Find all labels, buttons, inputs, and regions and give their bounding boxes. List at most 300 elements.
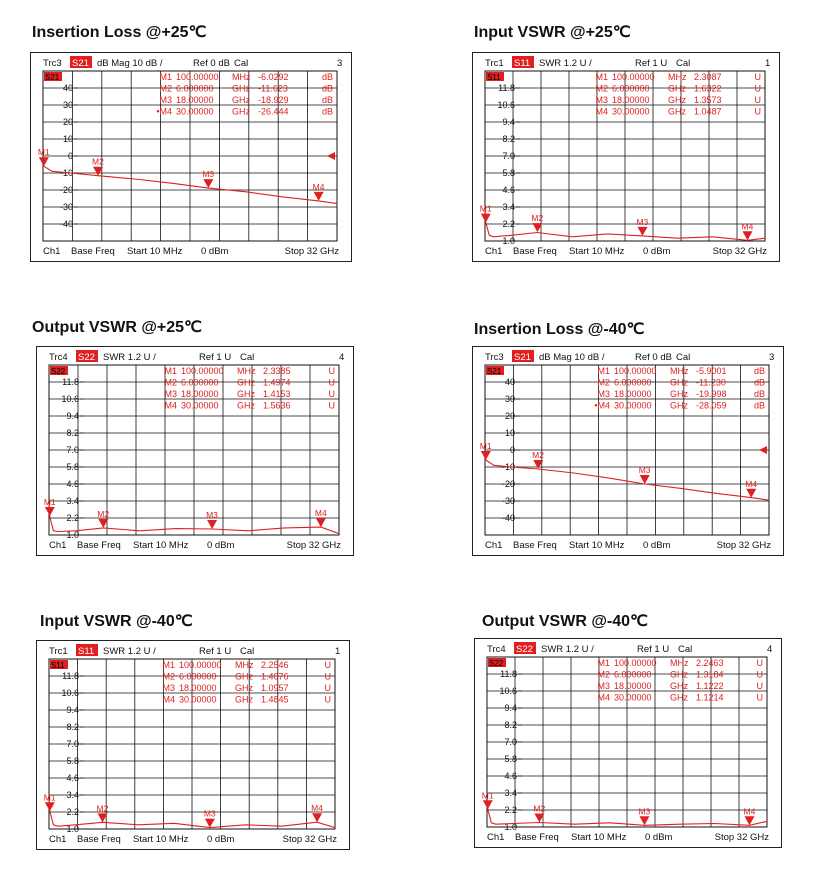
- y-tick-label: 4.6: [504, 771, 517, 781]
- footer-start: Start 10 MHz: [133, 834, 189, 845]
- marker-readout-value: 1.4153: [263, 389, 291, 399]
- cal-label: Cal: [676, 58, 691, 69]
- y-tick-label: 7.0: [66, 739, 79, 749]
- marker-readout-unit: GHz: [668, 95, 686, 105]
- footer-stop: Stop 32 GHz: [712, 246, 767, 257]
- marker-readout-vunit: U: [754, 83, 761, 94]
- marker-readout-freq: 18.00000: [181, 389, 219, 399]
- marker-readout-value: 2.3385: [263, 366, 291, 376]
- y-tick-label: 9.4: [66, 411, 79, 421]
- marker-readout-unit: GHz: [668, 83, 686, 94]
- marker-label: M4: [745, 478, 758, 489]
- marker-label: M1: [37, 147, 50, 158]
- reference-level-arrow: [327, 152, 335, 160]
- marker-readout-unit: GHz: [670, 669, 688, 680]
- marker-readout-vunit: dB: [321, 83, 333, 94]
- cal-label: Cal: [678, 644, 693, 655]
- y-tick-label: 10.6: [499, 686, 517, 696]
- footer-start: Start 10 MHz: [127, 246, 183, 257]
- marker-readout-vunit: U: [324, 694, 331, 705]
- trace-label: Trc4: [49, 352, 68, 363]
- marker-readout-freq: 30.00000: [612, 106, 650, 117]
- marker-readout-freq: 18.00000: [179, 683, 217, 693]
- y-tick-label: 4.6: [502, 185, 515, 195]
- marker-readout-vunit: U: [324, 660, 331, 670]
- marker-readout-id: M1: [597, 366, 610, 376]
- marker-readout-freq: 18.00000: [612, 95, 650, 105]
- footer-base-freq: Base Freq: [71, 246, 115, 257]
- y-tick-label: 9.4: [504, 703, 517, 713]
- y-tick-label: 10: [62, 134, 73, 144]
- format-label: SWR 1.2 U /: [541, 644, 594, 655]
- footer-base-freq: Base Freq: [77, 834, 121, 845]
- marker-label: M3: [203, 808, 216, 819]
- y-tick-label: 2.2: [66, 513, 79, 523]
- chart-svg: [37, 641, 349, 849]
- marker-triangle: [39, 157, 49, 166]
- y-tick-label: 0: [509, 445, 515, 455]
- marker-readout-vunit: dB: [753, 366, 765, 376]
- y-tick-label: 11.8: [62, 377, 79, 387]
- y-tick-label: 3.4: [502, 202, 515, 212]
- marker-readout-freq: 18.00000: [176, 95, 214, 105]
- y-tick-label: 8.2: [66, 722, 79, 732]
- marker-readout-id: M2: [597, 377, 610, 388]
- chart-svg: [473, 53, 779, 261]
- marker-label: M4: [314, 508, 327, 519]
- panel-title: Output VSWR @-40℃: [482, 613, 649, 630]
- marker-readout-id: •M4: [594, 400, 610, 411]
- marker-readout-freq: 100.00000: [614, 366, 657, 376]
- panel-title: Insertion Loss @+25℃: [32, 24, 207, 41]
- format-label: SWR 1.2 U /: [103, 352, 156, 363]
- param-label: S21: [72, 58, 89, 69]
- marker-label: M2: [532, 450, 544, 461]
- chart-svg: [31, 53, 351, 261]
- footer-base-freq: Base Freq: [513, 246, 557, 257]
- marker-triangle: [483, 800, 493, 809]
- ref-label: Ref 1 U: [199, 646, 232, 657]
- marker-triangle: [481, 214, 491, 223]
- y-tick-label: -30: [501, 496, 515, 506]
- y-tick-label: 1.0: [66, 530, 79, 540]
- footer-channel: Ch1: [487, 832, 505, 843]
- trace-label: Trc1: [49, 646, 68, 657]
- y-tick-label: 30: [62, 100, 73, 110]
- footer-start: Start 10 MHz: [569, 540, 625, 551]
- marker-readout-value: 2.3087: [694, 72, 722, 82]
- y-tick-label: 10.6: [61, 394, 79, 404]
- marker-readout-freq: 30.00000: [176, 106, 214, 117]
- cal-label: Cal: [234, 58, 249, 69]
- panel-title: Insertion Loss @-40℃: [474, 321, 645, 338]
- y-tick-label: 10.6: [497, 100, 515, 110]
- marker-readout-value: 1.3184: [696, 669, 724, 680]
- footer-power: 0 dBm: [207, 834, 235, 845]
- marker-label: M2: [97, 508, 110, 519]
- cal-label: Cal: [240, 646, 255, 657]
- marker-readout-value: -5.9001: [696, 366, 727, 376]
- marker-readout-freq: 100.00000: [176, 72, 219, 82]
- marker-readout-value: 1.4974: [263, 377, 291, 388]
- footer-channel: Ch1: [49, 540, 67, 551]
- marker-label: M3: [638, 806, 651, 817]
- y-tick-label: 9.4: [66, 705, 79, 715]
- marker-readout-freq: 6.000000: [179, 671, 217, 682]
- y-tick-label: 11.8: [62, 671, 79, 681]
- marker-readout-unit: GHz: [670, 389, 688, 399]
- marker-readout-vunit: U: [756, 692, 763, 703]
- footer-start: Start 10 MHz: [569, 246, 625, 257]
- chart-frame: [30, 52, 352, 262]
- marker-readout-vunit: U: [754, 106, 761, 117]
- marker-readout-unit: MHz: [670, 366, 689, 376]
- marker-readout-freq: 30.00000: [179, 694, 217, 705]
- y-tick-label: 40: [504, 377, 515, 387]
- y-tick-label: 2.2: [502, 219, 515, 229]
- marker-readout-freq: 6.000000: [614, 377, 652, 388]
- y-tick-label: 5.8: [504, 754, 517, 764]
- marker-readout-value: 1.1214: [696, 692, 724, 703]
- marker-readout-vunit: dB: [753, 400, 765, 411]
- panel-title: Output VSWR @+25℃: [32, 319, 203, 336]
- marker-readout-vunit: U: [328, 366, 335, 376]
- ref-label: Ref 1 U: [635, 58, 668, 69]
- chart-svg: [473, 347, 783, 555]
- marker-triangle: [742, 231, 752, 240]
- marker-readout-unit: GHz: [232, 83, 250, 94]
- marker-label: M2: [96, 803, 109, 814]
- marker-readout-value: -18.929: [258, 95, 289, 105]
- footer-power: 0 dBm: [643, 246, 671, 257]
- marker-label: M1: [479, 441, 492, 452]
- marker-readout-id: M1: [162, 660, 175, 670]
- marker-readout-vunit: U: [328, 389, 335, 399]
- y-tick-label: 7.0: [504, 737, 517, 747]
- chart-frame: [36, 640, 350, 850]
- param-label: S11: [78, 646, 95, 657]
- y-tick-label: 1.0: [66, 824, 79, 834]
- y-tick-label: 9.4: [502, 117, 515, 127]
- trace-corner-label: S21: [45, 73, 60, 82]
- marker-readout-freq: 100.00000: [179, 660, 222, 670]
- reference-level-arrow: [759, 446, 767, 454]
- marker-readout-vunit: U: [756, 681, 763, 691]
- y-tick-label: 4.6: [66, 773, 79, 783]
- marker-triangle: [203, 179, 213, 188]
- marker-triangle: [45, 507, 55, 516]
- trace-corner-label: S11: [51, 661, 65, 670]
- marker-label: M4: [741, 221, 754, 232]
- marker-label: M2: [533, 803, 546, 814]
- marker-readout-vunit: dB: [321, 106, 333, 117]
- marker-label: M1: [43, 792, 56, 803]
- trace-corner-label: S11: [487, 73, 501, 82]
- y-tick-label: 8.2: [504, 720, 517, 730]
- y-tick-label: 11.8: [500, 669, 517, 679]
- marker-readout-freq: 100.00000: [181, 366, 224, 376]
- marker-readout-freq: 6.000000: [612, 83, 650, 94]
- trace-label: Trc4: [487, 644, 506, 655]
- trace-corner-label: S22: [51, 367, 66, 376]
- footer-start: Start 10 MHz: [571, 832, 627, 843]
- marker-readout-vunit: dB: [321, 72, 333, 82]
- trace-corner-label: S22: [489, 659, 504, 668]
- marker-label: M2: [92, 156, 104, 167]
- marker-readout-value: -11.230: [696, 377, 726, 388]
- marker-readout-id: M1: [595, 72, 608, 82]
- cal-label: Cal: [240, 352, 255, 363]
- y-tick-label: 7.0: [502, 151, 515, 161]
- y-tick-label: 5.8: [66, 462, 79, 472]
- cal-label: Cal: [676, 352, 691, 363]
- marker-label: M3: [202, 169, 215, 180]
- marker-readout-value: 1.1222: [696, 681, 724, 691]
- marker-readout-unit: GHz: [235, 694, 253, 705]
- marker-readout-vunit: U: [754, 95, 761, 105]
- marker-triangle: [639, 816, 649, 825]
- y-tick-label: 10.6: [61, 688, 79, 698]
- y-tick-label: 1.0: [504, 822, 517, 832]
- marker-readout-id: M3: [597, 389, 610, 399]
- footer-channel: Ch1: [49, 834, 67, 845]
- marker-triangle: [640, 475, 650, 484]
- y-tick-label: -10: [59, 168, 73, 178]
- footer-stop: Stop 32 GHz: [714, 832, 769, 843]
- marker-readout-value: 1.3573: [694, 95, 722, 105]
- marker-readout-id: M3: [164, 389, 177, 399]
- marker-readout-vunit: U: [328, 400, 335, 411]
- marker-readout-id: M2: [162, 671, 175, 682]
- marker-label: M3: [638, 465, 651, 475]
- marker-label: M4: [743, 806, 756, 817]
- param-label: S22: [78, 352, 95, 363]
- footer-stop: Stop 32 GHz: [282, 834, 337, 845]
- param-label: S11: [514, 58, 531, 69]
- footer-base-freq: Base Freq: [77, 540, 121, 551]
- y-tick-label: 20: [62, 117, 73, 127]
- marker-readout-vunit: dB: [753, 377, 765, 388]
- marker-readout-freq: 18.00000: [614, 389, 652, 399]
- marker-triangle: [314, 192, 324, 201]
- marker-triangle: [637, 227, 647, 236]
- ref-label: Ref 0 dB: [193, 58, 230, 69]
- marker-label: M1: [43, 497, 56, 508]
- y-tick-label: 3.4: [66, 790, 79, 800]
- marker-readout-value: 1.5636: [263, 400, 291, 411]
- footer-stop: Stop 32 GHz: [286, 540, 341, 551]
- marker-readout-value: 1.0487: [694, 106, 722, 117]
- ref-label: Ref 1 U: [199, 352, 232, 363]
- marker-readout-id: M3: [597, 681, 610, 691]
- marker-readout-vunit: dB: [753, 389, 765, 399]
- marker-triangle: [746, 489, 756, 498]
- channel-number: 4: [767, 644, 773, 655]
- panel-title: Input VSWR @-40℃: [40, 613, 193, 630]
- channel-number: 4: [339, 352, 345, 363]
- footer-power: 0 dBm: [201, 246, 229, 257]
- marker-readout-vunit: dB: [321, 95, 333, 105]
- marker-readout-unit: MHz: [668, 72, 687, 82]
- marker-readout-freq: 30.00000: [614, 692, 652, 703]
- marker-readout-unit: GHz: [670, 377, 688, 388]
- marker-readout-value: 1.4845: [261, 694, 289, 705]
- y-tick-label: 7.0: [66, 445, 79, 455]
- marker-triangle: [312, 813, 322, 822]
- marker-label: M1: [479, 203, 492, 214]
- marker-readout-unit: MHz: [670, 658, 689, 668]
- footer-power: 0 dBm: [645, 832, 673, 843]
- format-label: SWR 1.2 U /: [103, 646, 156, 657]
- trace-corner-label: S21: [487, 367, 502, 376]
- footer-channel: Ch1: [485, 246, 503, 257]
- footer-power: 0 dBm: [643, 540, 671, 551]
- marker-readout-unit: GHz: [232, 106, 250, 117]
- chart-frame: [472, 346, 784, 556]
- y-tick-label: 40: [62, 83, 73, 93]
- channel-number: 3: [769, 352, 775, 363]
- marker-readout-unit: GHz: [237, 400, 255, 411]
- y-tick-label: 10: [504, 428, 515, 438]
- y-tick-label: -30: [59, 202, 73, 212]
- marker-readout-id: M3: [159, 95, 172, 105]
- marker-readout-id: M1: [164, 366, 177, 376]
- y-tick-label: 5.8: [502, 168, 515, 178]
- marker-readout-vunit: U: [328, 377, 335, 388]
- footer-channel: Ch1: [43, 246, 61, 257]
- marker-readout-vunit: U: [324, 671, 331, 682]
- panel-title: Input VSWR @+25℃: [474, 24, 631, 41]
- footer-channel: Ch1: [485, 540, 503, 551]
- marker-readout-freq: 30.00000: [181, 400, 219, 411]
- footer-base-freq: Base Freq: [515, 832, 559, 843]
- chart-svg: [37, 347, 353, 555]
- marker-readout-unit: GHz: [670, 681, 688, 691]
- ref-label: Ref 1 U: [637, 644, 670, 655]
- channel-number: 1: [765, 58, 771, 69]
- marker-readout-freq: 6.000000: [614, 669, 652, 680]
- marker-readout-value: 2.2546: [261, 660, 289, 670]
- marker-readout-freq: 6.000000: [176, 83, 214, 94]
- marker-readout-id: M2: [159, 83, 172, 94]
- marker-readout-value: 2.2463: [696, 658, 724, 668]
- marker-readout-id: M4: [595, 106, 608, 117]
- y-tick-label: 3.4: [66, 496, 79, 506]
- marker-readout-value: 1.6322: [694, 83, 722, 94]
- y-tick-label: 1.0: [502, 236, 515, 246]
- marker-readout-id: M2: [597, 669, 610, 680]
- y-tick-label: 2.2: [66, 807, 79, 817]
- marker-readout-id: M2: [164, 377, 177, 388]
- marker-readout-value: -26.444: [258, 106, 289, 117]
- marker-readout-unit: MHz: [232, 72, 251, 82]
- y-tick-label: 30: [504, 394, 515, 404]
- marker-readout-id: M4: [164, 400, 177, 411]
- format-label: dB Mag 10 dB /: [539, 352, 605, 363]
- chart-frame: [472, 52, 780, 262]
- footer-stop: Stop 32 GHz: [716, 540, 771, 551]
- chart-frame: [36, 346, 354, 556]
- marker-readout-value: -28.059: [696, 400, 727, 411]
- marker-readout-unit: GHz: [235, 671, 253, 682]
- y-tick-label: 3.4: [504, 788, 517, 798]
- channel-number: 1: [335, 646, 341, 657]
- marker-readout-unit: MHz: [237, 366, 256, 376]
- y-tick-label: 0: [67, 151, 73, 161]
- marker-readout-id: M4: [162, 694, 175, 705]
- marker-readout-unit: GHz: [670, 692, 688, 703]
- y-tick-label: 8.2: [66, 428, 79, 438]
- chart-svg: [475, 639, 781, 847]
- marker-readout-value: -6.0292: [258, 72, 289, 82]
- marker-readout-unit: GHz: [232, 95, 250, 105]
- trace-label: Trc3: [485, 352, 504, 363]
- y-tick-label: -20: [501, 479, 515, 489]
- marker-readout-unit: GHz: [668, 106, 686, 117]
- channel-number: 3: [337, 58, 343, 69]
- y-tick-label: -40: [59, 219, 73, 229]
- footer-stop: Stop 32 GHz: [284, 246, 339, 257]
- marker-triangle: [207, 520, 217, 529]
- marker-label: M3: [636, 216, 649, 227]
- param-label: S22: [516, 644, 533, 655]
- marker-readout-unit: GHz: [237, 377, 255, 388]
- marker-label: M2: [531, 213, 544, 224]
- marker-readout-unit: MHz: [235, 660, 254, 670]
- marker-readout-vunit: U: [754, 72, 761, 82]
- trace-label: Trc3: [43, 58, 62, 69]
- y-tick-label: 11.8: [498, 83, 515, 93]
- footer-start: Start 10 MHz: [133, 540, 189, 551]
- format-label: dB Mag 10 dB /: [97, 58, 163, 69]
- marker-readout-id: M3: [162, 683, 175, 693]
- trace-label: Trc1: [485, 58, 504, 69]
- marker-triangle: [316, 518, 326, 527]
- marker-readout-id: M2: [595, 83, 608, 94]
- marker-readout-id: •M4: [156, 106, 172, 117]
- marker-readout-value: -11.623: [258, 83, 288, 94]
- footer-power: 0 dBm: [207, 540, 235, 551]
- marker-readout-vunit: U: [756, 669, 763, 680]
- marker-label: M3: [206, 510, 218, 521]
- marker-readout-id: M4: [597, 692, 610, 703]
- marker-readout-freq: 100.00000: [612, 72, 655, 82]
- marker-readout-id: M1: [597, 658, 610, 668]
- marker-label: M4: [311, 803, 323, 814]
- marker-readout-vunit: U: [756, 658, 763, 668]
- marker-readout-id: M3: [595, 95, 608, 105]
- marker-label: M4: [312, 181, 325, 192]
- y-tick-label: -10: [501, 462, 515, 472]
- marker-readout-value: -19.998: [696, 389, 727, 399]
- ref-label: Ref 0 dB: [635, 352, 672, 363]
- chart-frame: [474, 638, 782, 848]
- marker-triangle: [45, 802, 55, 811]
- marker-readout-id: M1: [159, 72, 172, 82]
- y-tick-label: -40: [501, 513, 515, 523]
- marker-readout-freq: 18.00000: [614, 681, 652, 691]
- marker-readout-value: 1.4676: [261, 671, 289, 682]
- marker-readout-freq: 30.00000: [614, 400, 652, 411]
- marker-readout-freq: 6.000000: [181, 377, 219, 388]
- marker-readout-vunit: U: [324, 683, 331, 693]
- y-tick-label: -20: [59, 185, 73, 195]
- marker-readout-unit: GHz: [670, 400, 688, 411]
- marker-readout-unit: GHz: [237, 389, 255, 399]
- param-label: S21: [514, 352, 531, 363]
- y-tick-label: 20: [504, 411, 515, 421]
- marker-readout-freq: 100.00000: [614, 658, 657, 668]
